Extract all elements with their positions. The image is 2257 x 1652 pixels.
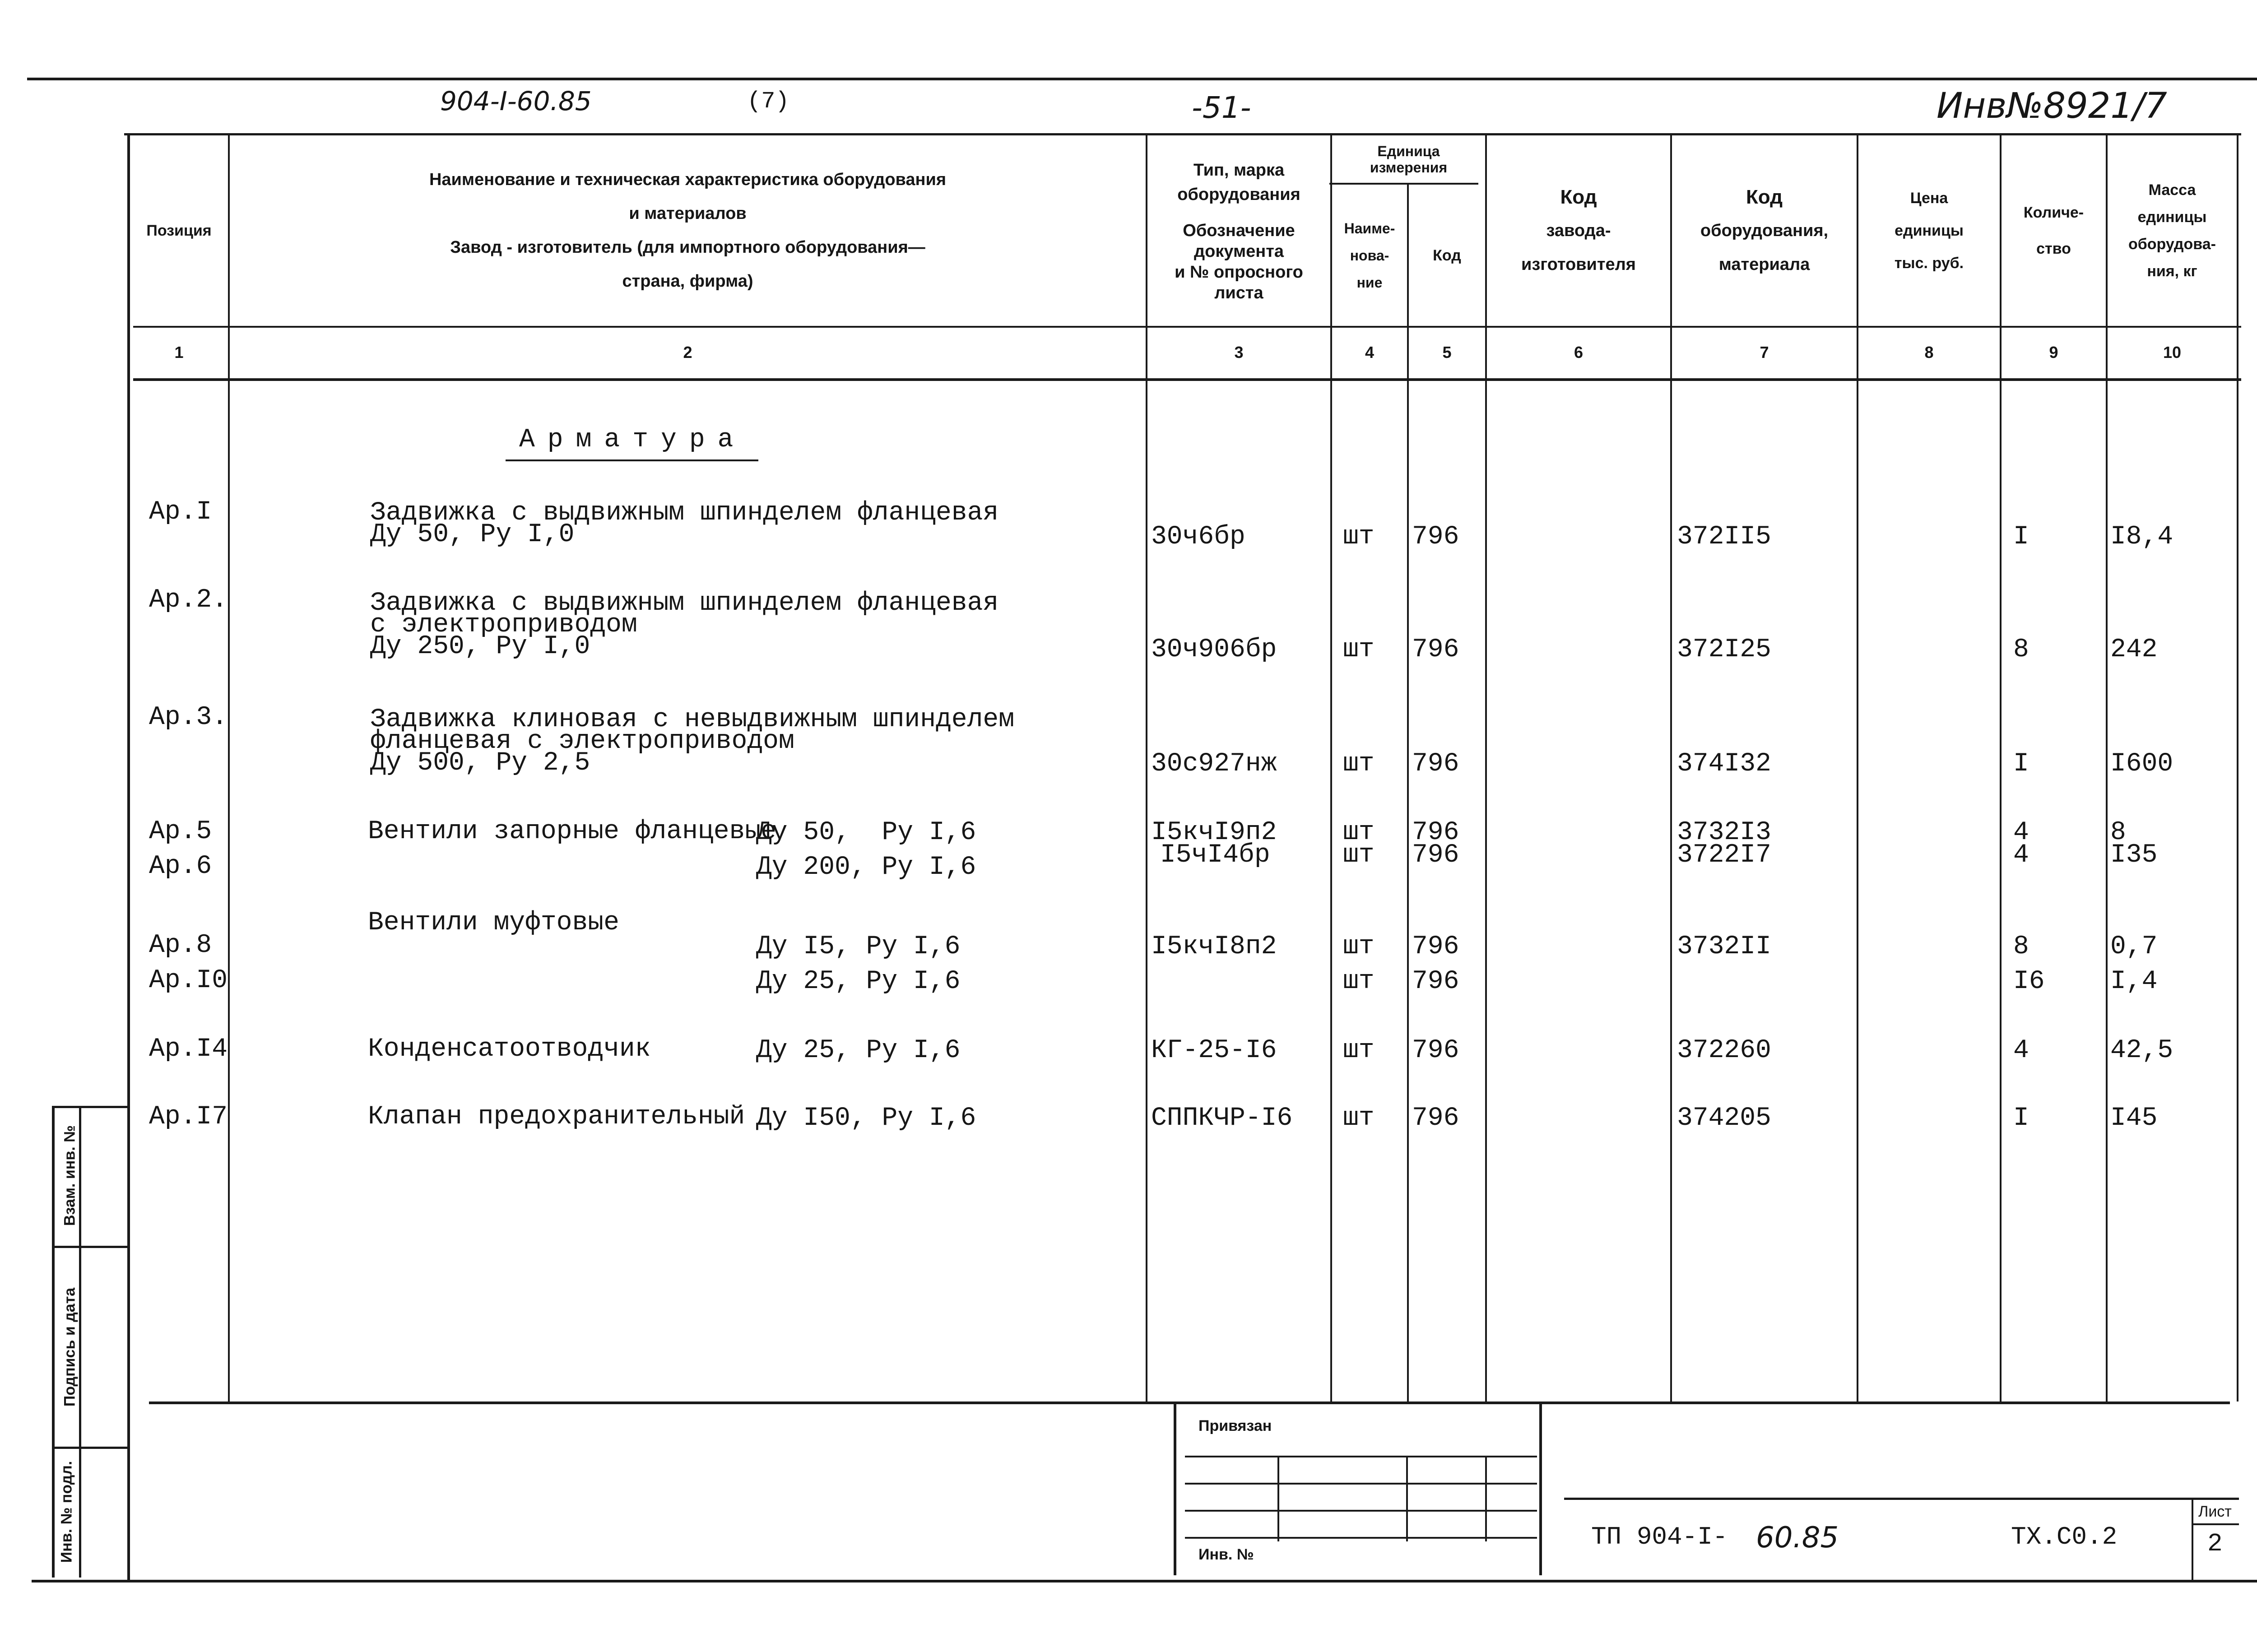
col-number-6: 6 (1574, 343, 1584, 362)
code-ap3: 796 (1412, 749, 1459, 779)
header-factory-code: Код завода- изготовителя (1521, 186, 1636, 274)
mass-ap5: 8 (2110, 818, 2126, 847)
side-strip-top (52, 1106, 129, 1108)
page-number: -51- (1192, 90, 1251, 125)
col-number-2: 2 (683, 343, 692, 362)
pos-ap10: Ap.I0 (149, 966, 228, 995)
qty-ap8: 8 (2013, 932, 2029, 961)
header-material-code: Код оборудования, материала (1700, 186, 1829, 274)
stamp-v-2 (1406, 1456, 1408, 1541)
code-ap8: 796 (1412, 932, 1459, 961)
spec-ap6: Ду 200, Ру I,6 (756, 853, 976, 882)
mass-ap10: I,4 (2110, 967, 2158, 996)
table-bottom-line (149, 1401, 2230, 1404)
mat-ap2: 372I25 (1677, 635, 1771, 664)
unit-ap1: шт (1343, 522, 1375, 552)
name-ap14: Конденсатоотводчик (368, 1035, 651, 1064)
type-ap14: КГ-25-I6 (1151, 1036, 1277, 1065)
code-ap17: 796 (1412, 1104, 1459, 1133)
mat-ap17: 374205 (1677, 1104, 1771, 1133)
mass-ap6: I35 (2110, 840, 2158, 870)
name-ap5: Вентили запорные фланцевые (368, 817, 776, 846)
spec-ap8: Ду I5, Ру I,6 (756, 932, 961, 961)
qty-ap6: 4 (2013, 840, 2029, 870)
part-number: (7) (747, 88, 789, 115)
title-block-sheet-divider (2192, 1498, 2193, 1581)
unit-ap14: шт (1343, 1036, 1375, 1065)
header-quantity: Количе- ство (2023, 204, 2084, 257)
title-sheet-code: ТХ.С0.2 (2011, 1522, 2118, 1551)
col-number-8: 8 (1924, 343, 1934, 362)
title-doc-code-handwritten: 60.85 (1756, 1521, 1839, 1555)
stamp-line-3 (1185, 1510, 1537, 1512)
header-name: Наименование и техническая характеристика оборудования и материалов Завод - изготовитель (для импортного оборудования— страна, фирма) (429, 170, 947, 291)
pos-ap8: Ap.8 (149, 931, 212, 960)
unit-ap5: шт (1343, 818, 1375, 847)
stamp-left (1174, 1401, 1176, 1575)
spec-ap10: Ду 25, Ру I,6 (756, 967, 961, 996)
pos-ap6: Ap.6 (149, 852, 212, 881)
side-strip-left (52, 1106, 55, 1578)
name-ap1-line1: Задвижка с выдвижным шпинделем фланцевая (370, 498, 999, 528)
type-ap2: 30ч906бр (1151, 635, 1277, 664)
name-ap2-line3: Ду 250, Ру I,0 (370, 632, 590, 661)
code-ap10: 796 (1412, 967, 1459, 996)
spec-ap5: Ду 50, Ру I,6 (756, 818, 976, 847)
col-number-9: 9 (2049, 343, 2058, 362)
col-number-4: 4 (1365, 343, 1375, 362)
numbers-bottom-line (133, 378, 2241, 381)
code-ap5: 796 (1412, 818, 1459, 847)
header-price: Цена единицы тыс. руб. (1894, 190, 1964, 272)
col-number-7: 7 (1760, 343, 1769, 362)
section-title: Арматура (519, 425, 746, 455)
mass-ap1: I8,4 (2110, 522, 2173, 552)
inventory-number: Инв№8921/7 (1937, 86, 2167, 126)
col-number-1: 1 (174, 343, 184, 362)
qty-ap17: I (2013, 1104, 2029, 1133)
title-block-sheet-line (2192, 1523, 2239, 1525)
mat-ap6: 3722I7 (1677, 840, 1771, 870)
unit-ap17: шт (1343, 1104, 1375, 1133)
qty-ap1: I (2013, 522, 2029, 552)
stamp-right (1539, 1401, 1542, 1575)
stamp-v-3 (1485, 1456, 1487, 1541)
unit-ap10: шт (1343, 967, 1375, 996)
name-ap3-line3: Ду 500, Ру 2,5 (370, 748, 590, 778)
spec-ap14: Ду 25, Ру I,6 (756, 1036, 961, 1065)
side-label-replace-inv: Взам. инв. № (61, 1125, 79, 1226)
stamp-line-1 (1185, 1456, 1537, 1457)
header-unit-group: Единица измерения (1370, 143, 1448, 176)
pos-ap1: Ap.I (149, 497, 212, 527)
v-10 (2237, 133, 2238, 1401)
unit-ap8: шт (1343, 932, 1375, 961)
name-ap1-line2: Ду 50, Ру I,0 (370, 520, 575, 549)
pos-ap3: Ap.3. (149, 703, 228, 732)
stamp-v-1 (1277, 1456, 1279, 1541)
section-title-underline (506, 459, 758, 461)
qty-ap2: 8 (2013, 635, 2029, 664)
qty-ap5: 4 (2013, 818, 2029, 847)
doc-number: 904-I-60.85 (440, 86, 592, 116)
type-ap8: I5кчI8п2 (1151, 932, 1277, 961)
side-label-orig-inv: Инв. № подл. (58, 1461, 75, 1563)
v-4 (1407, 183, 1409, 1401)
name-ap17: Клапан предохранительный (368, 1102, 745, 1132)
bottom-border (32, 1580, 2257, 1582)
mass-ap3: I600 (2110, 749, 2173, 779)
header-mass: Масса единицы оборудова- ния, кг (2128, 181, 2216, 280)
type-ap1: 30ч6бр (1151, 522, 1245, 552)
type-ap3: 30с927нж (1151, 749, 1277, 779)
qty-ap3: I (2013, 749, 2029, 779)
mat-ap1: 372II5 (1677, 522, 1771, 552)
title-doc-code: ТП 904-I- (1591, 1522, 1728, 1551)
name-ap3-line1: Задвижка клиновая с невыдвижным шпинделем (370, 705, 1015, 734)
pos-ap2: Ap.2. (149, 585, 228, 615)
col-number-3: 3 (1234, 343, 1244, 362)
mat-ap5: 3732I3 (1677, 818, 1771, 847)
type-ap6: I5чI4бр (1160, 840, 1270, 870)
stamp-line-2 (1185, 1483, 1537, 1485)
col-number-5: 5 (1442, 343, 1452, 362)
unit-ap3: шт (1343, 749, 1375, 779)
stamp-bound-label: Привязан (1198, 1417, 1272, 1434)
pos-ap14: Ap.I4 (149, 1035, 228, 1064)
title-sheet-number: 2 (2207, 1529, 2223, 1558)
stamp-inv-label: Инв. № (1198, 1546, 1254, 1563)
mat-ap3: 374I32 (1677, 749, 1771, 779)
mass-ap8: 0,7 (2110, 932, 2158, 961)
mat-ap8: 3732II (1677, 932, 1771, 961)
code-ap1: 796 (1412, 522, 1459, 552)
mass-ap2: 242 (2110, 635, 2158, 664)
name-ap3-line2: фланцевая с электроприводом (370, 727, 794, 756)
title-block-top (1564, 1498, 2239, 1500)
code-ap6: 796 (1412, 840, 1459, 870)
header-position: Позиция (146, 222, 212, 239)
pos-ap17: Ap.I7 (149, 1102, 228, 1132)
qty-ap14: 4 (2013, 1036, 2029, 1065)
mat-ap14: 372260 (1677, 1036, 1771, 1065)
name-muff-valves: Вентили муфтовые (368, 908, 619, 937)
code-ap14: 796 (1412, 1036, 1459, 1065)
name-ap2-line2: с электроприводом (370, 610, 637, 640)
unit-ap2: шт (1343, 635, 1375, 664)
type-ap17: СППКЧР-I6 (1151, 1104, 1293, 1133)
spec-ap17: Ду I50, Ру I,6 (756, 1104, 976, 1133)
mass-ap14: 42,5 (2110, 1036, 2173, 1065)
stamp-line-4 (1185, 1537, 1537, 1539)
header-unit-name: Наиме- нова- ние (1344, 220, 1395, 291)
type-ap5: I5кчI9п2 (1151, 818, 1277, 847)
top-border (27, 78, 2257, 80)
header-unit-code: Код (1433, 246, 1461, 264)
title-sheet-label: Лист (2198, 1503, 2232, 1520)
code-ap2: 796 (1412, 635, 1459, 664)
qty-ap10: I6 (2013, 967, 2045, 996)
header-type: Тип, марка оборудования Обозначение документа и № опросного листа (1175, 161, 1303, 302)
side-strip-line-1 (52, 1246, 129, 1248)
unit-ap6: шт (1343, 840, 1375, 870)
mass-ap17: I45 (2110, 1104, 2158, 1133)
pos-ap5: Ap.5 (149, 817, 212, 846)
col-number-10: 10 (2163, 343, 2182, 362)
side-strip-mid (79, 1106, 81, 1578)
header-bottom-line (133, 326, 2241, 328)
side-label-signature-date: Подпись и дата (61, 1287, 79, 1407)
name-ap2-line1: Задвижка с выдвижным шпинделем фланцевая (370, 589, 999, 618)
